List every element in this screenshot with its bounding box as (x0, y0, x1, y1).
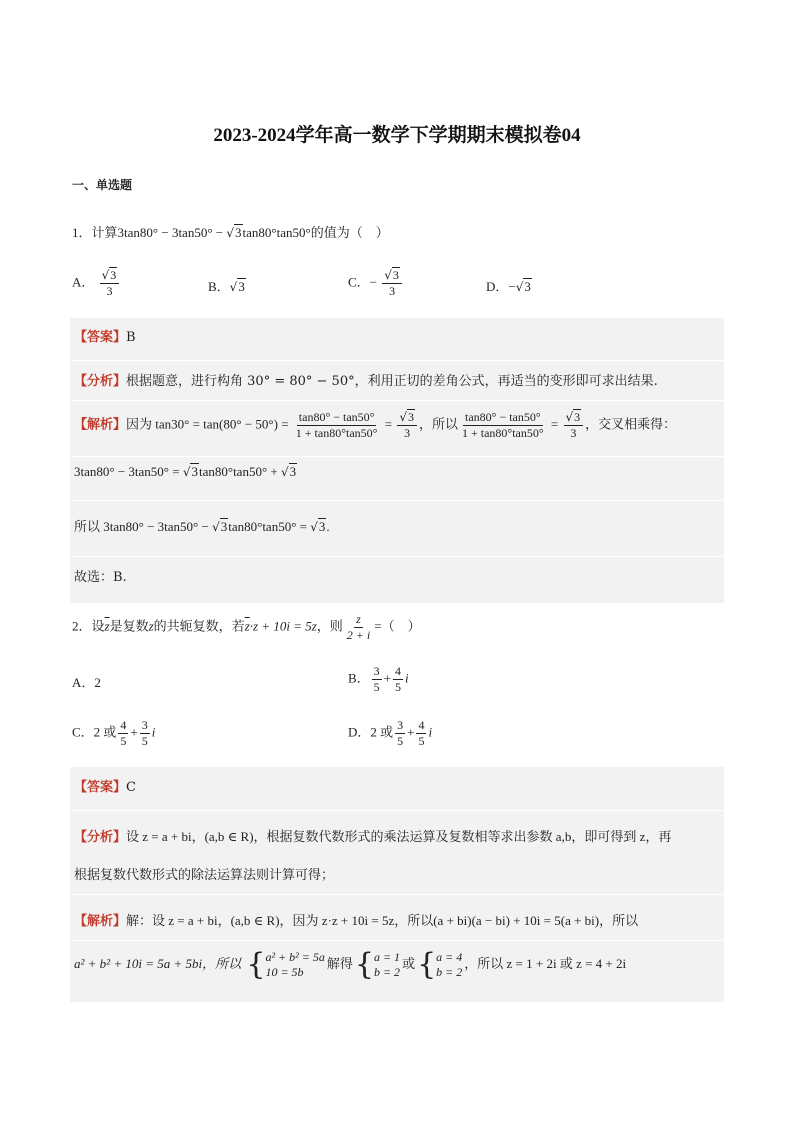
q1-analysis (74, 370, 658, 389)
divider (70, 894, 724, 895)
q1-solution-line-1: 【解析】因为 tan30° = tan(80° − 50°) = $\frac{\tan 80^\circ - \tan 50^\circ}{1 + \tan 80^\circ\tan 50^\circ}$ = $\frac{√3}{3}$ ，所以 $\frac{\tan 80^\circ - \tan 50^\circ}{1 + \tan 80^\circ\tan 50^\circ}$ = $\frac{√3}{3}$ ，交叉相乘得： (74, 410, 677, 440)
option-d[interactable]: D．2 或 $\frac{3}{5}$ + $\frac{4}{5}$ i (348, 718, 433, 748)
divider (70, 810, 724, 811)
q2-analysis-line-1: 【分析】设 z = a + bi，(a,b ∈ R)，根据复数代数形式的乘法运算及复数相等求出参数 a,b，即可得到 z，再 (74, 829, 672, 845)
q2-solution-line-1: 【解析】解：设 z = a + bi，(a,b ∈ R)，因为 z·z + 10i = 5z，所以(a + bi)(a − bi) + 10i = 5(a + bi)，所以 (74, 913, 639, 929)
option-b[interactable]: B． $\frac{3}{5}$ + $\frac{4}{5}$ i (348, 664, 409, 694)
analysis-tag: 【分析】 (74, 830, 127, 845)
option-a[interactable]: A． $\frac{√3}{3}$ (72, 268, 121, 299)
q1-solution-line-3: 所以 3tan80° − 3tan50° − √3tan80°tan50° = √3. (74, 519, 330, 534)
fraction: $\frac{\tan 80^\circ - \tan 50^\circ}{1 + \tan 80^\circ\tan 50^\circ}$ (295, 410, 378, 440)
equation-system: { a = 1 b = 2 (354, 947, 401, 982)
divider (70, 400, 724, 401)
answer-tag: 【答案】 (74, 780, 127, 795)
expression: tan80°tan50° (242, 225, 311, 240)
q1-answer (74, 326, 136, 345)
option-b[interactable]: B．√3 (208, 279, 245, 294)
sqrt-symbol: √3 (226, 225, 242, 240)
equation-system: { a² + b² = 5a 10 = 5b (246, 947, 325, 982)
expression: 3tan80° − 3tan50° − (117, 225, 227, 240)
q1-solution-line-2: 3tan80° − 3tan50° = √3tan80°tan50° + √3 (74, 464, 297, 479)
text: 计算 (91, 225, 118, 240)
text: 的值为（ ） (310, 225, 389, 240)
question-number: 2． (72, 618, 92, 634)
q2-answer (74, 776, 136, 795)
answer-tag: 【答案】 (74, 330, 127, 345)
divider (70, 360, 724, 361)
divider (70, 456, 724, 457)
q1-solution-line-4: 故选：B. (74, 570, 127, 585)
fraction: $\frac{√3}{3}$ (382, 268, 402, 299)
divider (70, 556, 724, 557)
fraction: $\frac{\tan 80^\circ - \tan 50^\circ}{1 + \tan 80^\circ\tan 50^\circ}$ (461, 410, 544, 440)
solution-tag: 【解析】 (74, 914, 127, 929)
analysis-tag: 【分析】 (74, 374, 127, 389)
q2-analysis-line-2: 根据复数代数形式的除法运算法则计算可得； (74, 868, 335, 883)
option-c[interactable]: C．2 或 $\frac{4}{5}$ + $\frac{3}{5}$ i (72, 718, 156, 748)
divider (70, 500, 724, 501)
fraction: $\frac{√3}{3}$ (100, 268, 120, 299)
question-1 (72, 222, 389, 241)
equation-system: { a = 4 b = 2 (417, 947, 463, 982)
section-heading: 一、单选题 (72, 178, 133, 192)
answer-value: C (126, 780, 136, 795)
q2-solution-line-2: a² + b² + 10i = 5a + 5bi，所以 { a² + b² = 5a 10 = 5b 解得 { a = 1 b = 2 或 { a = 4 b = 2 ，所以 z = 1 + 2i 或 z = 4 + 2i (74, 947, 627, 982)
option-d[interactable]: D．−√3 (486, 279, 531, 294)
option-a[interactable]: A．2 (72, 675, 101, 690)
option-c[interactable]: C．− $\frac{√3}{3}$ (348, 268, 404, 299)
divider (70, 940, 724, 941)
fraction: $\frac{z}{2 + i}$ (346, 612, 371, 642)
fraction: $\frac{√3}{3}$ (564, 410, 584, 441)
fraction: $\frac{√3}{3}$ (397, 410, 417, 441)
analysis-text: 根据题意，进行构角 30° = 80° − 50°，利用正切的差角公式，再适当的变形即可求出结果. (126, 374, 658, 389)
question-2: 2．设$\overline{z}$是复数z的共轭复数，若$\overline{z}\cdot z + 10i = 5z$，则 $\frac{z}{2 + i}$ =（ ） (72, 612, 421, 642)
answer-value: B (126, 330, 136, 345)
page-title: 2023-2024学年高一数学下学期期末模拟卷04 (213, 125, 581, 146)
question-number: 1． (72, 225, 92, 240)
solution-tag: 【解析】 (74, 417, 127, 433)
